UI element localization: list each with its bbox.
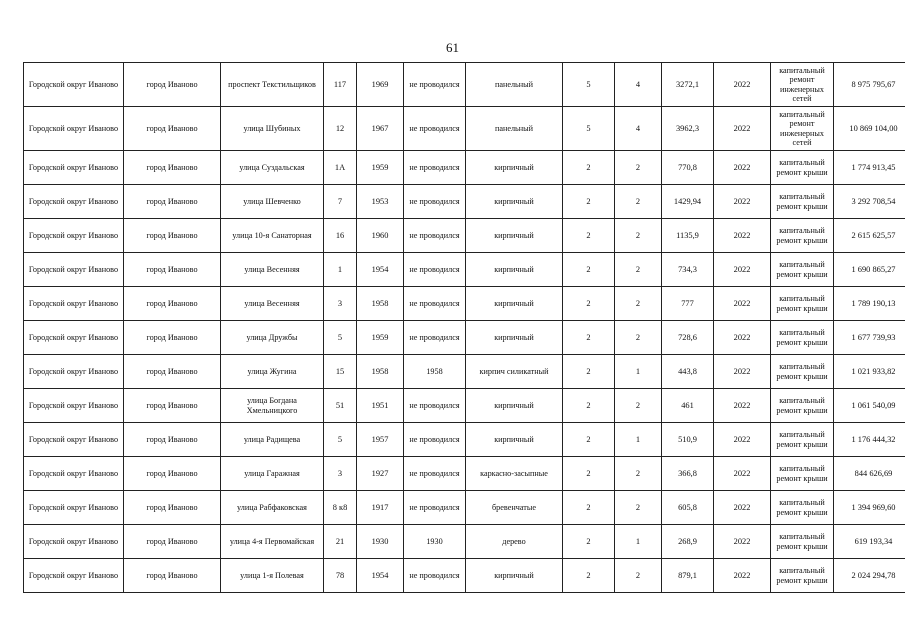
last-repair-cell: не проводился bbox=[404, 389, 466, 423]
entrances-cell: 2 bbox=[615, 389, 662, 423]
city-cell: город Иваново bbox=[124, 457, 221, 491]
street-cell: улица Шубиных bbox=[221, 107, 324, 151]
plan-year-cell: 2022 bbox=[714, 559, 771, 593]
district-cell: Городской округ Иваново bbox=[24, 321, 124, 355]
district-cell: Городской округ Иваново bbox=[24, 287, 124, 321]
work-type-cell: капитальный ремонт крыши bbox=[771, 253, 834, 287]
work-type-cell: капитальный ремонт крыши bbox=[771, 491, 834, 525]
district-cell: Городской округ Иваново bbox=[24, 151, 124, 185]
build-year-cell: 1954 bbox=[357, 559, 404, 593]
work-type-cell: капитальный ремонт крыши bbox=[771, 151, 834, 185]
floors-cell: 2 bbox=[563, 185, 615, 219]
house-number-cell: 8 к8 bbox=[324, 491, 357, 525]
work-type-cell: капитальный ремонт крыши bbox=[771, 525, 834, 559]
plan-year-cell: 2022 bbox=[714, 185, 771, 219]
floors-cell: 2 bbox=[563, 253, 615, 287]
cost-cell: 2 024 294,78 bbox=[834, 559, 905, 593]
cost-cell: 1 774 913,45 bbox=[834, 151, 905, 185]
house-number-cell: 15 bbox=[324, 355, 357, 389]
street-cell: улица Весенняя bbox=[221, 287, 324, 321]
last-repair-cell: не проводился bbox=[404, 287, 466, 321]
work-type-cell: капитальный ремонт крыши bbox=[771, 559, 834, 593]
plan-year-cell: 2022 bbox=[714, 491, 771, 525]
floors-cell: 2 bbox=[563, 287, 615, 321]
wall-material-cell: кирпичный bbox=[466, 559, 563, 593]
table-row bbox=[24, 355, 905, 389]
house-number-cell: 5 bbox=[324, 423, 357, 457]
plan-year-cell: 2022 bbox=[714, 389, 771, 423]
wall-material-cell: кирпичный bbox=[466, 185, 563, 219]
work-type-cell: капитальный ремонт инженерных сетей bbox=[771, 63, 834, 107]
table-row bbox=[24, 457, 905, 491]
entrances-cell: 2 bbox=[615, 253, 662, 287]
area-cell: 728,6 bbox=[662, 321, 714, 355]
plan-year-cell: 2022 bbox=[714, 151, 771, 185]
plan-year-cell: 2022 bbox=[714, 321, 771, 355]
district-cell: Городской округ Иваново bbox=[24, 559, 124, 593]
floors-cell: 2 bbox=[563, 321, 615, 355]
work-type-cell: капитальный ремонт крыши bbox=[771, 457, 834, 491]
wall-material-cell: кирпичный bbox=[466, 423, 563, 457]
table-row bbox=[24, 287, 905, 321]
area-cell: 461 bbox=[662, 389, 714, 423]
house-number-cell: 3 bbox=[324, 457, 357, 491]
entrances-cell: 1 bbox=[615, 355, 662, 389]
work-type-cell: капитальный ремонт крыши bbox=[771, 389, 834, 423]
build-year-cell: 1959 bbox=[357, 151, 404, 185]
entrances-cell: 4 bbox=[615, 63, 662, 107]
table-row bbox=[24, 253, 905, 287]
wall-material-cell: каркасно-засыпные bbox=[466, 457, 563, 491]
street-cell: улица Жугина bbox=[221, 355, 324, 389]
city-cell: город Иваново bbox=[124, 107, 221, 151]
last-repair-cell: не проводился bbox=[404, 321, 466, 355]
build-year-cell: 1930 bbox=[357, 525, 404, 559]
table-row bbox=[24, 559, 905, 593]
plan-year-cell: 2022 bbox=[714, 355, 771, 389]
city-cell: город Иваново bbox=[124, 525, 221, 559]
district-cell: Городской округ Иваново bbox=[24, 107, 124, 151]
entrances-cell: 2 bbox=[615, 151, 662, 185]
city-cell: город Иваново bbox=[124, 151, 221, 185]
last-repair-cell: не проводился bbox=[404, 185, 466, 219]
cost-cell: 619 193,34 bbox=[834, 525, 905, 559]
entrances-cell: 4 bbox=[615, 107, 662, 151]
street-cell: улица Шевченко bbox=[221, 185, 324, 219]
build-year-cell: 1917 bbox=[357, 491, 404, 525]
city-cell: город Иваново bbox=[124, 389, 221, 423]
cost-cell: 1 677 739,93 bbox=[834, 321, 905, 355]
cost-cell: 1 789 190,13 bbox=[834, 287, 905, 321]
last-repair-cell: не проводился bbox=[404, 559, 466, 593]
floors-cell: 2 bbox=[563, 151, 615, 185]
house-number-cell: 78 bbox=[324, 559, 357, 593]
area-cell: 1429,94 bbox=[662, 185, 714, 219]
street-cell: улица Рабфаковская bbox=[221, 491, 324, 525]
house-number-cell: 16 bbox=[324, 219, 357, 253]
last-repair-cell: не проводился bbox=[404, 63, 466, 107]
wall-material-cell: кирпичный bbox=[466, 253, 563, 287]
build-year-cell: 1953 bbox=[357, 185, 404, 219]
area-cell: 605,8 bbox=[662, 491, 714, 525]
area-cell: 1135,9 bbox=[662, 219, 714, 253]
floors-cell: 2 bbox=[563, 219, 615, 253]
last-repair-cell: не проводился bbox=[404, 107, 466, 151]
cost-cell: 1 061 540,09 bbox=[834, 389, 905, 423]
area-cell: 879,1 bbox=[662, 559, 714, 593]
build-year-cell: 1957 bbox=[357, 423, 404, 457]
plan-year-cell: 2022 bbox=[714, 219, 771, 253]
floors-cell: 2 bbox=[563, 525, 615, 559]
cost-cell: 8 975 795,67 bbox=[834, 63, 905, 107]
area-cell: 734,3 bbox=[662, 253, 714, 287]
entrances-cell: 2 bbox=[615, 491, 662, 525]
housing-repair-table bbox=[23, 62, 905, 593]
floors-cell: 2 bbox=[563, 423, 615, 457]
entrances-cell: 2 bbox=[615, 457, 662, 491]
house-number-cell: 5 bbox=[324, 321, 357, 355]
cost-cell: 1 690 865,27 bbox=[834, 253, 905, 287]
work-type-cell: капитальный ремонт крыши bbox=[771, 287, 834, 321]
table-row bbox=[24, 491, 905, 525]
plan-year-cell: 2022 bbox=[714, 457, 771, 491]
area-cell: 510,9 bbox=[662, 423, 714, 457]
wall-material-cell: панельный bbox=[466, 63, 563, 107]
district-cell: Городской округ Иваново bbox=[24, 63, 124, 107]
wall-material-cell: дерево bbox=[466, 525, 563, 559]
build-year-cell: 1967 bbox=[357, 107, 404, 151]
city-cell: город Иваново bbox=[124, 423, 221, 457]
street-cell: улица Суздальская bbox=[221, 151, 324, 185]
table-row bbox=[24, 389, 905, 423]
build-year-cell: 1959 bbox=[357, 321, 404, 355]
work-type-cell: капитальный ремонт крыши bbox=[771, 355, 834, 389]
work-type-cell: капитальный ремонт крыши bbox=[771, 321, 834, 355]
district-cell: Городской округ Иваново bbox=[24, 423, 124, 457]
street-cell: улица Гаражная bbox=[221, 457, 324, 491]
entrances-cell: 2 bbox=[615, 321, 662, 355]
street-cell: улица 1-я Полевая bbox=[221, 559, 324, 593]
area-cell: 770,8 bbox=[662, 151, 714, 185]
street-cell: улица 4-я Первомайская bbox=[221, 525, 324, 559]
wall-material-cell: кирпич силикатный bbox=[466, 355, 563, 389]
wall-material-cell: кирпичный bbox=[466, 321, 563, 355]
cost-cell: 1 394 969,60 bbox=[834, 491, 905, 525]
street-cell: проспект Текстильщиков bbox=[221, 63, 324, 107]
district-cell: Городской округ Иваново bbox=[24, 219, 124, 253]
work-type-cell: капитальный ремонт инженерных сетей bbox=[771, 107, 834, 151]
entrances-cell: 2 bbox=[615, 185, 662, 219]
house-number-cell: 51 bbox=[324, 389, 357, 423]
entrances-cell: 1 bbox=[615, 525, 662, 559]
entrances-cell: 1 bbox=[615, 423, 662, 457]
floors-cell: 5 bbox=[563, 63, 615, 107]
floors-cell: 2 bbox=[563, 389, 615, 423]
cost-cell: 844 626,69 bbox=[834, 457, 905, 491]
street-cell: улица Богдана Хмельницкого bbox=[221, 389, 324, 423]
city-cell: город Иваново bbox=[124, 321, 221, 355]
entrances-cell: 2 bbox=[615, 287, 662, 321]
table-row bbox=[24, 107, 905, 151]
build-year-cell: 1969 bbox=[357, 63, 404, 107]
area-cell: 3962,3 bbox=[662, 107, 714, 151]
city-cell: город Иваново bbox=[124, 219, 221, 253]
cost-cell: 10 869 104,00 bbox=[834, 107, 905, 151]
floors-cell: 5 bbox=[563, 107, 615, 151]
district-cell: Городской округ Иваново bbox=[24, 389, 124, 423]
build-year-cell: 1954 bbox=[357, 253, 404, 287]
table-row bbox=[24, 151, 905, 185]
city-cell: город Иваново bbox=[124, 63, 221, 107]
cost-cell: 1 021 933,82 bbox=[834, 355, 905, 389]
last-repair-cell: не проводился bbox=[404, 219, 466, 253]
wall-material-cell: бревенчатые bbox=[466, 491, 563, 525]
district-cell: Городской округ Иваново bbox=[24, 355, 124, 389]
plan-year-cell: 2022 bbox=[714, 525, 771, 559]
wall-material-cell: панельный bbox=[466, 107, 563, 151]
area-cell: 443,8 bbox=[662, 355, 714, 389]
wall-material-cell: кирпичный bbox=[466, 219, 563, 253]
last-repair-cell: не проводился bbox=[404, 151, 466, 185]
last-repair-cell: не проводился bbox=[404, 423, 466, 457]
page-number: 61 bbox=[446, 40, 459, 55]
house-number-cell: 1 bbox=[324, 253, 357, 287]
build-year-cell: 1960 bbox=[357, 219, 404, 253]
area-cell: 366,8 bbox=[662, 457, 714, 491]
city-cell: город Иваново bbox=[124, 185, 221, 219]
work-type-cell: капитальный ремонт крыши bbox=[771, 423, 834, 457]
work-type-cell: капитальный ремонт крыши bbox=[771, 185, 834, 219]
last-repair-cell: 1930 bbox=[404, 525, 466, 559]
cost-cell: 2 615 625,57 bbox=[834, 219, 905, 253]
table-row bbox=[24, 321, 905, 355]
entrances-cell: 2 bbox=[615, 219, 662, 253]
cost-cell: 3 292 708,54 bbox=[834, 185, 905, 219]
table-row bbox=[24, 63, 905, 107]
house-number-cell: 1А bbox=[324, 151, 357, 185]
wall-material-cell: кирпичный bbox=[466, 151, 563, 185]
city-cell: город Иваново bbox=[124, 559, 221, 593]
last-repair-cell: 1958 bbox=[404, 355, 466, 389]
table-row bbox=[24, 219, 905, 253]
last-repair-cell: не проводился bbox=[404, 253, 466, 287]
house-number-cell: 7 bbox=[324, 185, 357, 219]
area-cell: 3272,1 bbox=[662, 63, 714, 107]
table-row bbox=[24, 525, 905, 559]
area-cell: 268,9 bbox=[662, 525, 714, 559]
district-cell: Городской округ Иваново bbox=[24, 525, 124, 559]
plan-year-cell: 2022 bbox=[714, 63, 771, 107]
street-cell: улица 10-я Санаторная bbox=[221, 219, 324, 253]
build-year-cell: 1927 bbox=[357, 457, 404, 491]
house-number-cell: 117 bbox=[324, 63, 357, 107]
street-cell: улица Радищева bbox=[221, 423, 324, 457]
build-year-cell: 1958 bbox=[357, 355, 404, 389]
work-type-cell: капитальный ремонт крыши bbox=[771, 219, 834, 253]
floors-cell: 2 bbox=[563, 491, 615, 525]
house-number-cell: 12 bbox=[324, 107, 357, 151]
district-cell: Городской округ Иваново bbox=[24, 457, 124, 491]
last-repair-cell: не проводился bbox=[404, 457, 466, 491]
area-cell: 777 bbox=[662, 287, 714, 321]
floors-cell: 2 bbox=[563, 355, 615, 389]
city-cell: город Иваново bbox=[124, 253, 221, 287]
district-cell: Городской округ Иваново bbox=[24, 491, 124, 525]
plan-year-cell: 2022 bbox=[714, 107, 771, 151]
house-number-cell: 21 bbox=[324, 525, 357, 559]
district-cell: Городской округ Иваново bbox=[24, 253, 124, 287]
table-row bbox=[24, 185, 905, 219]
floors-cell: 2 bbox=[563, 559, 615, 593]
plan-year-cell: 2022 bbox=[714, 287, 771, 321]
wall-material-cell: кирпичный bbox=[466, 287, 563, 321]
city-cell: город Иваново bbox=[124, 355, 221, 389]
city-cell: город Иваново bbox=[124, 287, 221, 321]
street-cell: улица Дружбы bbox=[221, 321, 324, 355]
city-cell: город Иваново bbox=[124, 491, 221, 525]
cost-cell: 1 176 444,32 bbox=[834, 423, 905, 457]
build-year-cell: 1958 bbox=[357, 287, 404, 321]
last-repair-cell: не проводился bbox=[404, 491, 466, 525]
plan-year-cell: 2022 bbox=[714, 253, 771, 287]
street-cell: улица Весенняя bbox=[221, 253, 324, 287]
entrances-cell: 2 bbox=[615, 559, 662, 593]
floors-cell: 2 bbox=[563, 457, 615, 491]
district-cell: Городской округ Иваново bbox=[24, 185, 124, 219]
build-year-cell: 1951 bbox=[357, 389, 404, 423]
wall-material-cell: кирпичный bbox=[466, 389, 563, 423]
plan-year-cell: 2022 bbox=[714, 423, 771, 457]
house-number-cell: 3 bbox=[324, 287, 357, 321]
table-row bbox=[24, 423, 905, 457]
